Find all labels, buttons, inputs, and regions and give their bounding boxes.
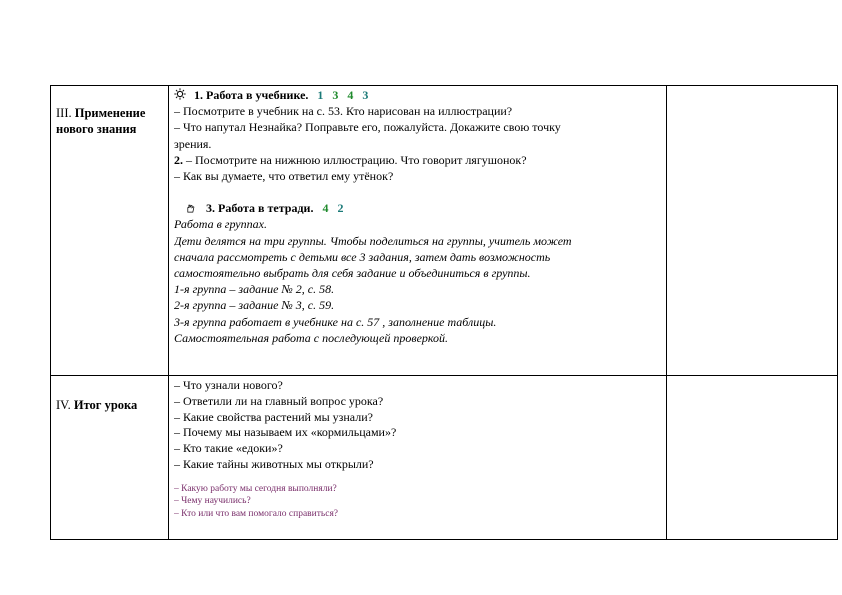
group-work-title: Работа в группах.	[174, 217, 267, 232]
lesson-plan-table	[50, 85, 838, 540]
text-line: 3-я группа работает в учебнике на с. 57 , заполнение таблицы.	[174, 314, 497, 329]
task-3-heading	[174, 200, 664, 216]
text-line: сначала рассмотреть с детьми все 3 задания, затем дать возможность	[174, 249, 551, 264]
stage-label	[51, 86, 168, 137]
text-line: 2-я группа – задание № 3, с. 59.	[174, 298, 335, 313]
content-cell	[169, 86, 667, 376]
task-1-num: 1	[317, 88, 324, 102]
sun-icon	[174, 88, 186, 100]
question-line: – Почему мы называем их «кормильцами»?	[174, 425, 397, 440]
task-2-text: – Посмотрите на нижнюю иллюстрацию. Что говорит лягушонок?	[186, 152, 527, 167]
task-3-num: 2	[337, 201, 344, 216]
text-line: самостоятельно выбрать для себя задание и объединиться в группы.	[174, 266, 531, 281]
text-line: – Посмотрите в учебник на с. 53. Кто нарисован на иллюстрации?	[174, 104, 513, 119]
stage-label	[51, 376, 168, 413]
text-line: Дети делятся на три группы. Чтобы поделиться на группы, учитель может	[174, 233, 572, 248]
stage-cell	[51, 376, 169, 540]
text-line: – Что напутал Незнайка? Поправьте его, пожалуйста. Докажите свою точку	[174, 120, 561, 135]
reflection-line: – Кто или что вам помогало справиться?	[174, 508, 339, 519]
task-1-num: 3	[332, 88, 339, 102]
task-1-num: 3	[362, 88, 369, 102]
stage-title: Итог урока	[73, 398, 138, 412]
task-1-title: 1. Работа в учебнике.	[194, 88, 309, 102]
question-line: – Кто такие «едоки»?	[174, 441, 283, 456]
task-1-num: 4	[347, 88, 354, 102]
notes-cell	[667, 376, 838, 540]
stage-number: III.	[56, 106, 72, 120]
task-2-line	[174, 152, 664, 168]
question-line: – Что узнали нового?	[174, 378, 283, 392]
stage-number: IV.	[56, 398, 71, 412]
text-line: 1-я группа – задание № 2, с. 58.	[174, 282, 335, 297]
stage-title: Применение	[74, 106, 146, 120]
reflection-line: – Какую работу мы сегодня выполняли?	[174, 483, 337, 494]
table-row	[51, 376, 838, 540]
task-2-number: 2.	[174, 152, 183, 167]
stage-cell	[51, 86, 169, 376]
question-line: – Ответили ли на главный вопрос урока?	[174, 393, 384, 408]
table-row	[51, 86, 838, 376]
stage-title-cont: нового знания	[56, 122, 137, 136]
notes-cell	[667, 86, 838, 376]
task-3-title: 3. Работа в тетради.	[206, 201, 314, 216]
task-3-num: 4	[322, 201, 329, 216]
task-1-heading	[174, 87, 664, 103]
question-line: – Какие свойства растений мы узнали?	[174, 409, 373, 424]
reflection-line: – Чему научились?	[174, 496, 251, 507]
hand-icon	[186, 204, 195, 213]
text-line: – Как вы думаете, что ответил ему утёнок?	[174, 169, 394, 184]
text-line: Самостоятельная работа с последующей проверкой.	[174, 330, 449, 345]
question-line: – Какие тайны животных мы открыли?	[174, 456, 374, 471]
text-line: зрения.	[174, 136, 212, 151]
content-cell	[169, 376, 667, 540]
